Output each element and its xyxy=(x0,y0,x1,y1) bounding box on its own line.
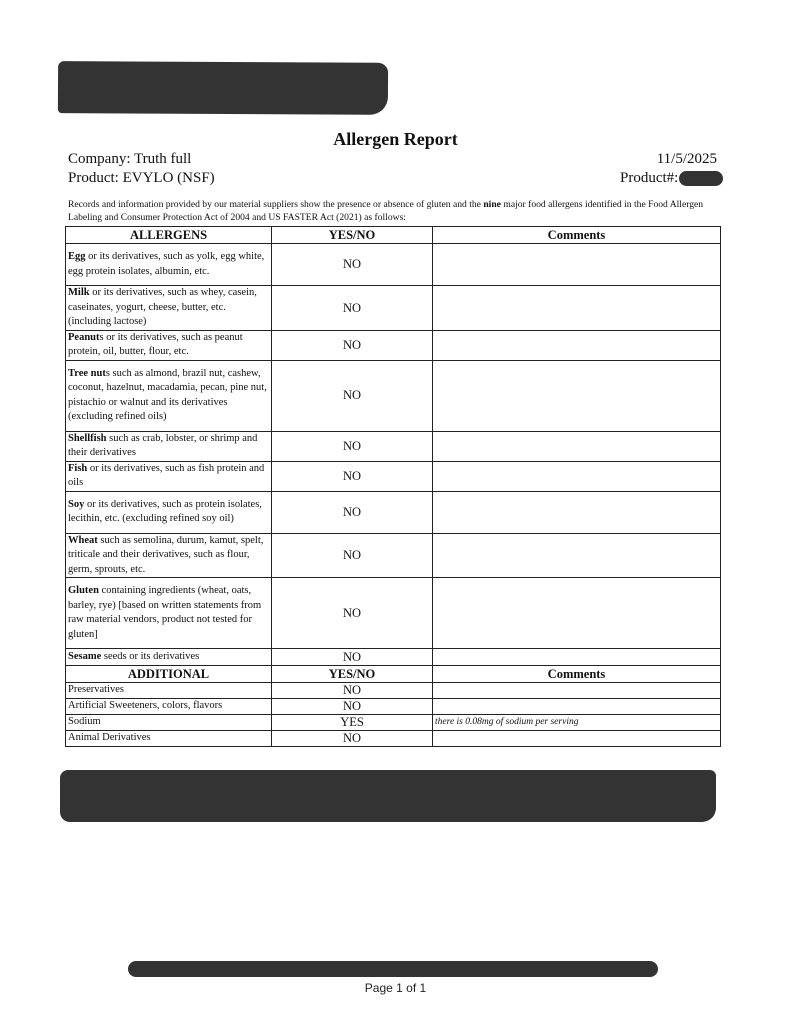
allergen-desc: or its derivatives, such as whey, casein, caseinates, yogurt, cheese, butter, etc. (including lactose) xyxy=(68,287,257,327)
additional-comment xyxy=(433,731,721,747)
allergen-value: NO xyxy=(272,578,433,649)
table-row xyxy=(66,683,721,699)
additional-value: NO xyxy=(272,699,433,715)
product-name: Product: EVYLO (NSF) xyxy=(68,170,215,186)
allergen-name: Shellfish xyxy=(68,432,107,444)
allergen-desc: containing ingredients (wheat, oats, barley, rye) [based on written statements from raw material vendors, product not tested for gluten] xyxy=(68,585,262,640)
additional-value: NO xyxy=(272,731,433,747)
allergen-name: Fish xyxy=(68,462,88,474)
allergen-desc: such as crab, lobster, or shrimp and their derivatives xyxy=(68,432,258,458)
additional-value: YES xyxy=(272,715,433,731)
table-row xyxy=(66,461,721,491)
additional-comment xyxy=(433,699,721,715)
table-row xyxy=(66,715,721,731)
allergen-name: Gluten xyxy=(68,585,99,596)
additional-comments-header: Comments xyxy=(433,666,721,683)
allergen-value: NO xyxy=(272,649,433,666)
allergen-value: NO xyxy=(272,360,433,431)
table-row xyxy=(66,699,721,715)
additional-name: Preservatives xyxy=(66,683,272,699)
yesno-col-header: YES/NO xyxy=(272,227,433,244)
allergen-cell xyxy=(66,533,272,578)
page-number: Page 1 of 1 xyxy=(364,981,427,995)
allergen-name: Egg xyxy=(68,251,86,262)
table-row xyxy=(66,330,721,360)
additional-comment xyxy=(433,683,721,699)
allergen-comment xyxy=(433,578,721,649)
allergen-cell xyxy=(66,330,272,360)
redacted-footer-line xyxy=(128,961,658,977)
additional-col-header: ADDITIONAL xyxy=(66,666,272,683)
table-row xyxy=(66,649,721,666)
allergen-comment xyxy=(433,461,721,491)
redacted-signature-block xyxy=(60,770,716,822)
allergen-comment xyxy=(433,491,721,533)
allergen-name: Soy xyxy=(68,498,85,510)
allergen-value: NO xyxy=(272,461,433,491)
allergen-comment xyxy=(433,533,721,578)
report-title: Allergen Report xyxy=(333,129,458,149)
intro-text-start: Records and information provided by our material suppliers show the presence or absence of gluten and the xyxy=(68,199,484,210)
allergen-table xyxy=(65,226,721,747)
allergen-comment xyxy=(433,431,721,461)
allergen-desc: or its derivatives, such as yolk, egg white, egg protein isolates, albumin, etc. xyxy=(68,251,265,277)
company-name: Company: Truth full xyxy=(68,151,192,167)
allergen-comment xyxy=(433,244,721,286)
table-row xyxy=(66,431,721,461)
comments-col-header: Comments xyxy=(433,227,721,244)
allergen-cell xyxy=(66,578,272,649)
allergens-header-row xyxy=(66,227,721,244)
redacted-letterhead xyxy=(58,61,388,115)
allergen-value: NO xyxy=(272,491,433,533)
redacted-product-number xyxy=(679,171,723,186)
allergen-cell xyxy=(66,431,272,461)
allergen-value: NO xyxy=(272,533,433,578)
additional-name: Sodium xyxy=(66,715,272,731)
table-row xyxy=(66,360,721,431)
allergen-desc: s or its derivatives, such as peanut protein, oil, butter, flour, etc. xyxy=(68,331,243,357)
table-row xyxy=(66,533,721,578)
allergens-col-header: ALLERGENS xyxy=(66,227,272,244)
product-number-label: Product#: xyxy=(620,170,679,186)
allergen-cell xyxy=(66,286,272,331)
table-row xyxy=(66,731,721,747)
allergen-desc: or its derivatives, such as protein isolates, lecithin, etc. (excluding refined soy oil) xyxy=(68,498,262,524)
allergen-desc: or its derivatives, such as fish protein and oils xyxy=(68,462,265,488)
allergen-name: Sesame xyxy=(68,650,102,662)
allergen-comment xyxy=(433,286,721,331)
allergen-value: NO xyxy=(272,286,433,331)
allergen-desc: such as semolina, durum, kamut, spelt, triticale and their derivatives, such as flour, germ, sprouts, etc. xyxy=(68,534,264,575)
report-date: 11/5/2025 xyxy=(656,151,717,167)
allergen-value: NO xyxy=(272,244,433,286)
additional-comment: there is 0.08mg of sodium per serving xyxy=(433,715,721,731)
allergen-desc: s such as almond, brazil nut, cashew, coconut, hazelnut, macadamia, pecan, pine nut, pistachio or walnut and its derivatives (excluding refined oils) xyxy=(68,367,267,422)
allergen-name: Tree nut xyxy=(68,367,106,379)
table-row xyxy=(66,286,721,331)
allergen-cell xyxy=(66,461,272,491)
allergen-comment xyxy=(433,649,721,666)
allergen-cell xyxy=(66,360,272,431)
allergen-value: NO xyxy=(272,431,433,461)
allergen-cell xyxy=(66,244,272,286)
allergen-name: Peanut xyxy=(68,331,100,343)
table-row xyxy=(66,491,721,533)
intro-text-bold: nine xyxy=(483,199,501,210)
table-row xyxy=(66,244,721,286)
allergen-name: Milk xyxy=(68,287,90,298)
allergen-comment xyxy=(433,330,721,360)
table-row xyxy=(66,578,721,649)
additional-yesno-header: YES/NO xyxy=(272,666,433,683)
allergen-desc: seeds or its derivatives xyxy=(101,650,200,662)
additional-header-row xyxy=(66,666,721,683)
intro-paragraph xyxy=(68,198,720,224)
additional-name: Artificial Sweeteners, colors, flavors xyxy=(66,699,272,715)
allergen-comment xyxy=(433,360,721,431)
allergen-value: NO xyxy=(272,330,433,360)
intro-text-end: major food allergens identified in the Food Allergen Labeling and Consumer Protection Act of 2004 and US FASTER Act (2021) as follows: xyxy=(68,199,704,223)
allergen-cell xyxy=(66,491,272,533)
additional-name: Animal Derivatives xyxy=(66,731,272,747)
additional-value: NO xyxy=(272,683,433,699)
allergen-name: Wheat xyxy=(68,534,98,546)
allergen-cell xyxy=(66,649,272,666)
